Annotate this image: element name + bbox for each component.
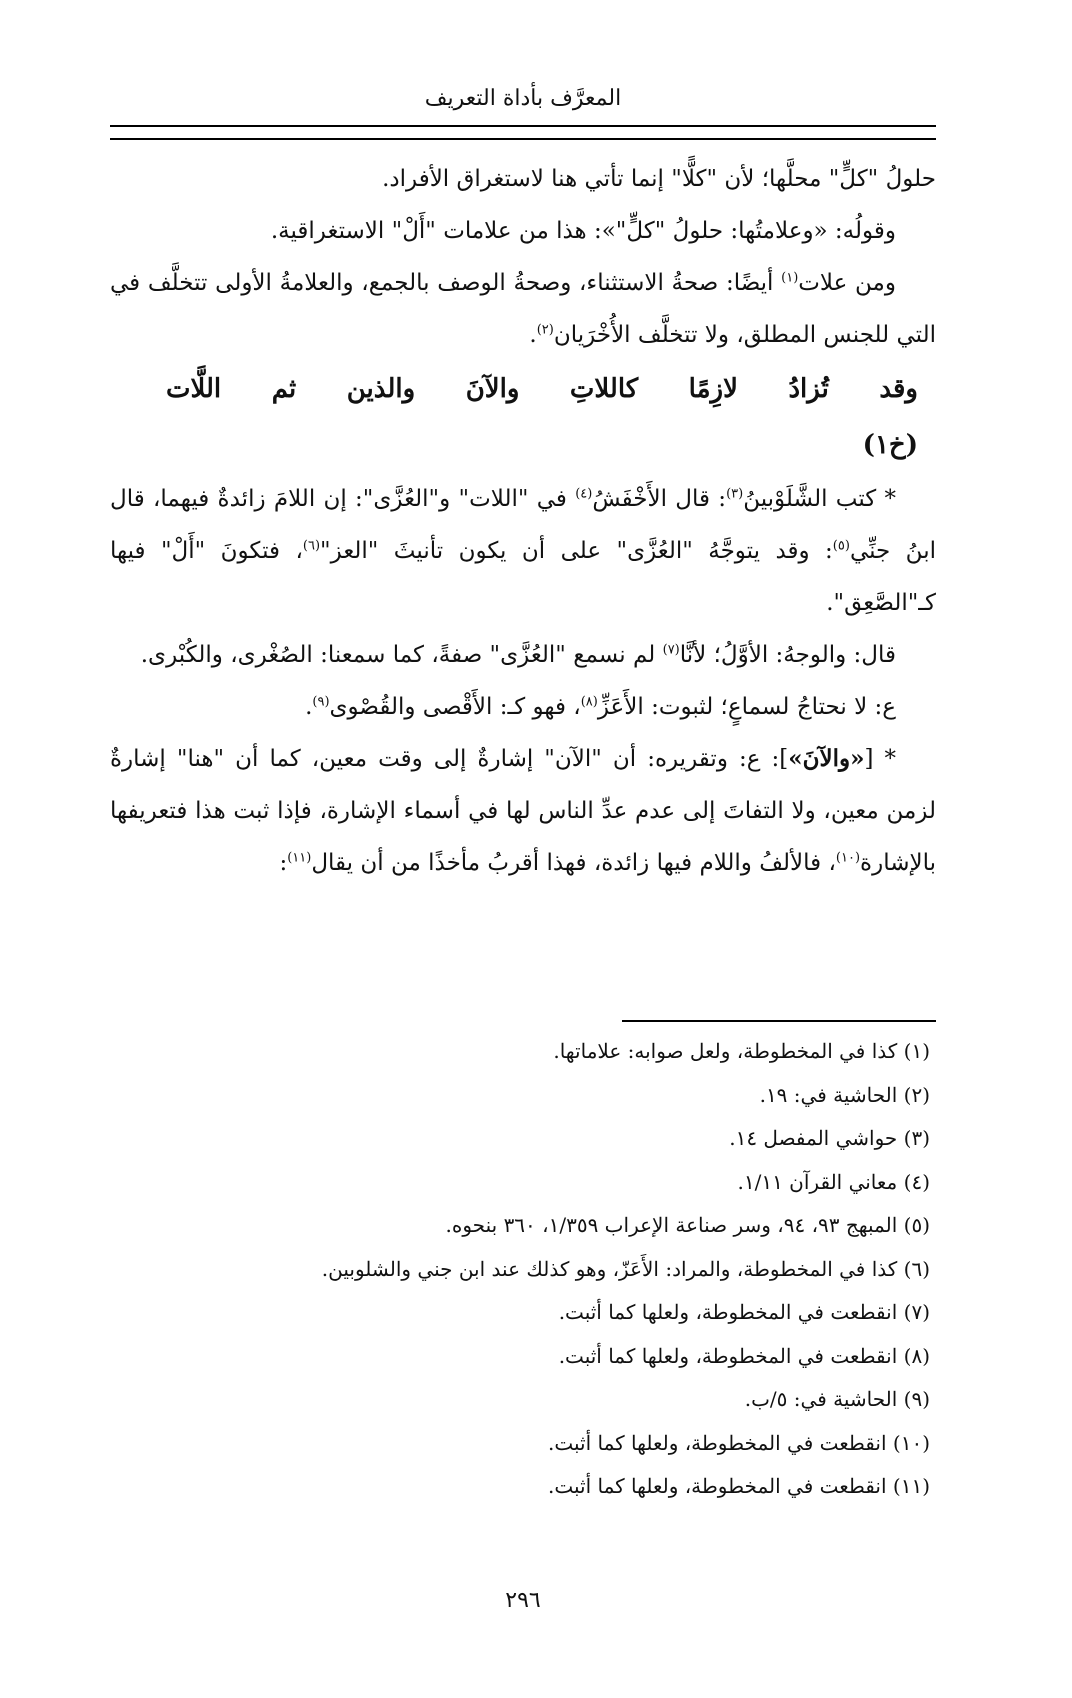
verse-word: وقد (879, 374, 918, 404)
text-run: قال: والوجهُ: الأوَّلُ؛ لأنَّا (679, 642, 896, 668)
text-run: ، فهو كـ: الأَقْصى والقُصْوى (329, 694, 581, 720)
verse-word: ثم (271, 374, 297, 404)
footnote-ref: (٥) (832, 538, 850, 554)
footnote-ref: (١٠) (835, 850, 861, 866)
header-rule-top (110, 125, 936, 127)
text-run: : قال الأَخْفَشُ (592, 486, 727, 512)
footnote-ref: (١١) (287, 850, 312, 866)
footnote: (١١) انقطعت في المخطوطة، ولعلها كما أثبت. (547, 1474, 930, 1498)
footnote: (١٠) انقطعت في المخطوطة، ولعلها كما أثبت. (547, 1430, 930, 1455)
footnote: (٦) كذا في المخطوطة، والمراد: الأَعَزّ، وهو كذلك عند ابن جني والشلوبين. (321, 1256, 930, 1281)
text-run: . (305, 694, 313, 720)
footnote-separator (622, 1020, 936, 1022)
footnotes (110, 1030, 936, 1509)
text-run: ، فتكونَ "أَلْ" فيها كـ"الصَّعِق". (110, 538, 936, 616)
verse-word: اللَّات (166, 374, 222, 404)
text-run: * [ (864, 746, 896, 772)
header-rule-bottom (110, 138, 936, 140)
footnote-ref: (٣) (726, 486, 744, 502)
verse-word: كاللاتِ (569, 374, 639, 404)
paragraph-1: حلولُ "كلٍّ" محلَّها؛ لأن "كلًّا" إنما تأتي هنا لاستغراق الأفراد. (382, 166, 936, 192)
verse-word: لازِمًا (688, 374, 738, 404)
text-run: لم نسمع "العُزَّى" صفةً، كما سمعنا: الصُغْرى، والكُبْرى. (140, 642, 663, 668)
footnote-ref: (١) (781, 270, 799, 286)
paragraph-6 (110, 681, 936, 733)
paragraph-7 (110, 733, 936, 889)
main-text (110, 153, 936, 889)
page-number: ٢٩٦ (505, 1588, 541, 1613)
running-header: المعرَّف بأداة التعريف (424, 86, 622, 111)
footnote-ref: (٩) (312, 694, 330, 710)
text-run: ومن علات (798, 270, 896, 296)
footnote-ref: (٦) (302, 538, 321, 554)
verse-word: تُزادُ (788, 374, 829, 404)
text-run: * كتب الشَّلَوْبينُ (743, 486, 897, 512)
text-run: : وقد يتوجَّهُ "العُزَّى" على أن يكون تأنيثَ "العز" (320, 538, 833, 564)
verse-word: والآنَ (465, 374, 520, 404)
paragraph-4 (110, 473, 936, 629)
text-run: : (279, 850, 288, 876)
bold-term: «والآنَ» (788, 745, 865, 772)
verse-word: والذين (346, 374, 416, 404)
footnote: (٤) معاني القرآن ١/١١. (737, 1169, 930, 1194)
footnote: (٣) حواشي المفصل ١٤. (729, 1126, 930, 1150)
footnote: (٥) المبهج ٩٣، ٩٤، وسر صناعة الإعراب ١/٣٥٩، ٣٦٠ بنحوه. (445, 1213, 930, 1237)
text-run: ع: لا نحتاجُ لسماعٍ؛ لثبوت: الأَعَزِّ (597, 694, 896, 720)
footnote: (٧) انقطعت في المخطوطة، ولعلها كما أثبت. (558, 1300, 930, 1324)
text-run: ، فالألفُ واللام فيها زائدة، فهذا أقربُ مأخذًا من أن يقال (311, 850, 836, 876)
footnote: (٨) انقطعت في المخطوطة، ولعلها كما أثبت. (558, 1343, 930, 1368)
text-run: . (529, 322, 537, 348)
footnote: (٢) الحاشية في: ١٩. (759, 1082, 930, 1107)
poetry-verse (110, 361, 936, 417)
paragraph-2: وقولُه: «وعلامتُها: حلولُ "كلٍّ"»: هذا من علامات "أَلْ" الاستغراقية. (270, 218, 896, 244)
footnote-ref: (٨) (580, 694, 598, 710)
paragraph-5 (110, 629, 936, 681)
footnote: (١) كذا في المخطوطة، ولعل صوابه: علاماتها. (553, 1039, 930, 1063)
paragraph-3 (110, 257, 936, 361)
footnote-ref: (٧) (662, 642, 680, 658)
text-run: في "اللات" و"العُزَّى": إن اللامَ زائدةٌ فيهما، قال ابنُ جنِّي (110, 486, 936, 564)
text-run: ]: ع: وتقريره: أن "الآن" إشارةٌ إلى وقت معين، كما أن "هنا" إشارةٌ لزمن معين، ولا التفاتَ إلى عدم عدِّ الناس لها في أسماء الإشارة، فإذا ثبت هذا فتعريفها بالإشارة (110, 746, 936, 876)
text-run: أيضًا: صحةُ الاستثناء، وصحةُ الوصف بالجمع، والعلامةُ الأولى تتخلَّف في التي للجنس المطلق، ولا تتخلَّف الأُخْرَيان (110, 270, 936, 348)
footnote-ref: (٢) (536, 322, 554, 338)
footnote: (٩) الحاشية في: ٥/ب. (744, 1387, 930, 1411)
footnote-ref: (٤) (575, 486, 593, 502)
verse-tag: (خ١) (862, 430, 918, 460)
